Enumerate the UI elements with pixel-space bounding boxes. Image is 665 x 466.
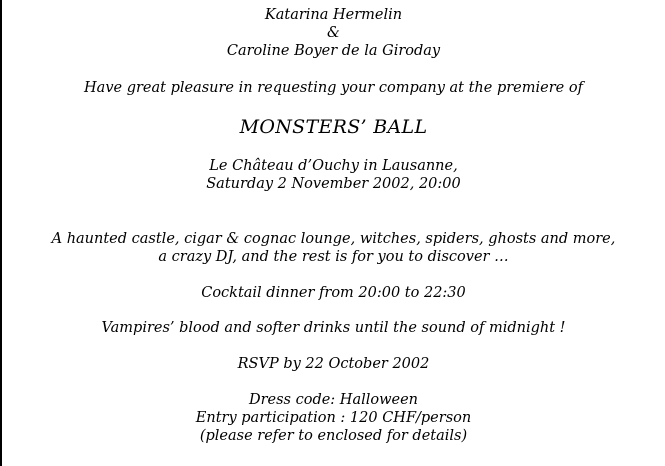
dress-code: Dress code: Halloween	[248, 392, 419, 408]
details-note: (please refer to enclosed for details)	[199, 428, 468, 444]
entry-participation: Entry participation : 120 CHF/person	[195, 410, 472, 426]
venue-place: Le Château d’Ouchy in Lausanne,	[209, 158, 458, 174]
rsvp-line: RSVP by 22 October 2002	[237, 356, 430, 372]
host-name-1: Katarina Hermelin	[264, 7, 403, 23]
host-name-2: Caroline Boyer de la Giroday	[226, 43, 441, 59]
invitation-line: Have great pleasure in requesting your company at the premiere of	[84, 80, 583, 96]
cocktail-dinner: Cocktail dinner from 20:00 to 22:30	[201, 285, 466, 301]
invitation-card	[2, 0, 665, 466]
description-line-2: a crazy DJ, and the rest is for you to discover …	[158, 249, 509, 265]
hosts-ampersand: &	[327, 25, 340, 41]
venue-datetime: Saturday 2 November 2002, 20:00	[206, 176, 461, 192]
event-title: MONSTERS’ BALL	[239, 116, 428, 138]
drinks-line: Vampires’ blood and softer drinks until the sound of midnight !	[101, 320, 566, 336]
description-line-1: A haunted castle, cigar & cognac lounge, witches, spiders, ghosts and more,	[51, 231, 616, 247]
